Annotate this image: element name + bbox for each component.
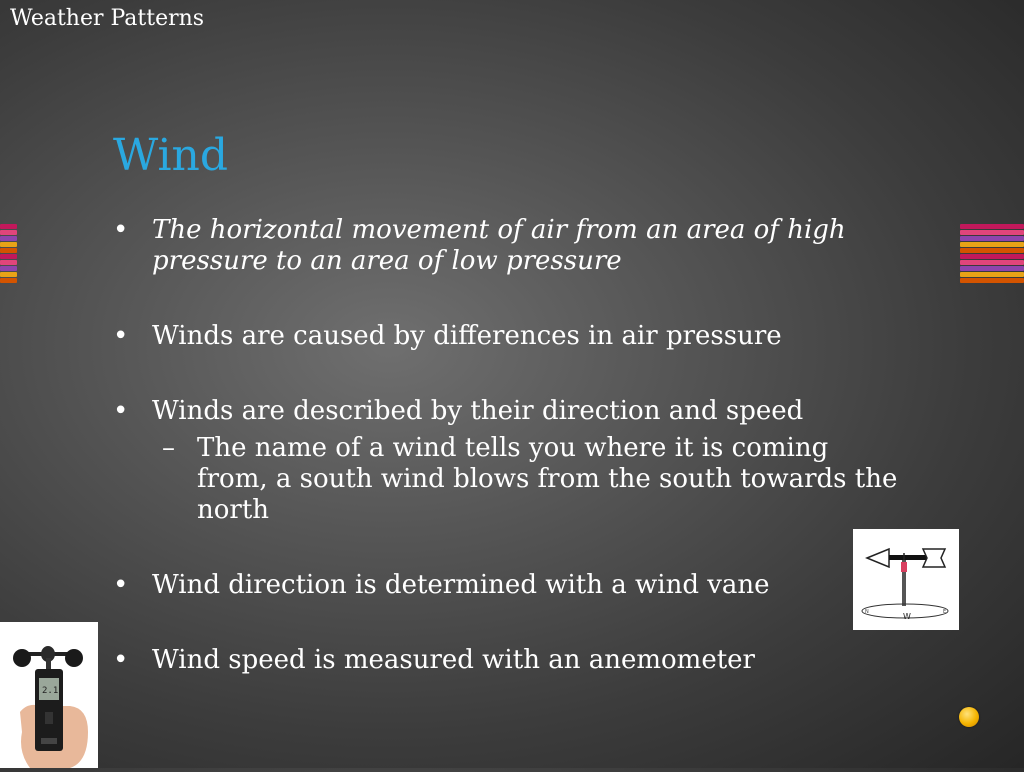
bullet-text: Wind direction is determined with a wind vane [152,570,770,600]
bullet-list [113,215,903,676]
stripe [0,224,17,229]
stripe [960,260,1024,265]
bullet-mark: • [113,215,129,245]
orb-decoration [959,707,979,727]
right-stripe-decoration [960,224,1024,284]
stripe [0,266,17,271]
stripe [0,254,17,259]
stripe [960,242,1024,247]
stripe [960,236,1024,241]
bullet-mark: • [113,396,129,426]
stripe [0,272,17,277]
anemometer-display: 2.1 [42,686,59,696]
stripe [0,248,17,253]
bullet-text: The horizontal movement of air from an area of high pressure to an area of low pressure [152,215,846,276]
bullet-mark: • [113,570,129,600]
stripe [960,248,1024,253]
stripe [0,236,17,241]
bullet-text: Wind speed is measured with an anemometer [152,645,755,675]
bullet-item [113,321,903,352]
header-title: Weather Patterns [10,6,205,31]
stripe [0,278,17,283]
compass-left-label: N [865,609,869,615]
bullet-mark: • [113,321,129,351]
wind-vane-image [853,529,959,630]
stripe [960,278,1024,283]
wind-vane-icon [853,529,959,630]
stripe [960,224,1024,229]
slide-title: Wind [113,130,229,181]
stripe [0,230,17,235]
bullet-item [113,215,903,277]
compass-right-label: E [943,609,947,615]
bullet-item [113,645,903,676]
bullet-text: Winds are caused by differences in air pressure [152,321,782,351]
stripe [960,254,1024,259]
bullet-item [113,396,903,427]
sub-bullet-mark: – [162,433,175,463]
stripe [960,230,1024,235]
wind-vane-label: W [903,612,911,621]
anemometer-image [0,622,98,768]
sub-bullet-item [113,433,903,526]
bullet-mark: • [113,645,129,675]
bullet-item [113,570,903,601]
stripe [960,272,1024,277]
stripe [0,242,17,247]
sub-bullet-text: The name of a wind tells you where it is coming from, a south wind blows from the south towards the north [197,433,898,525]
left-stripe-decoration [0,224,17,284]
stripe [960,266,1024,271]
bullet-text: Winds are described by their direction and speed [152,396,804,426]
anemometer-icon [0,622,98,768]
stripe [0,260,17,265]
